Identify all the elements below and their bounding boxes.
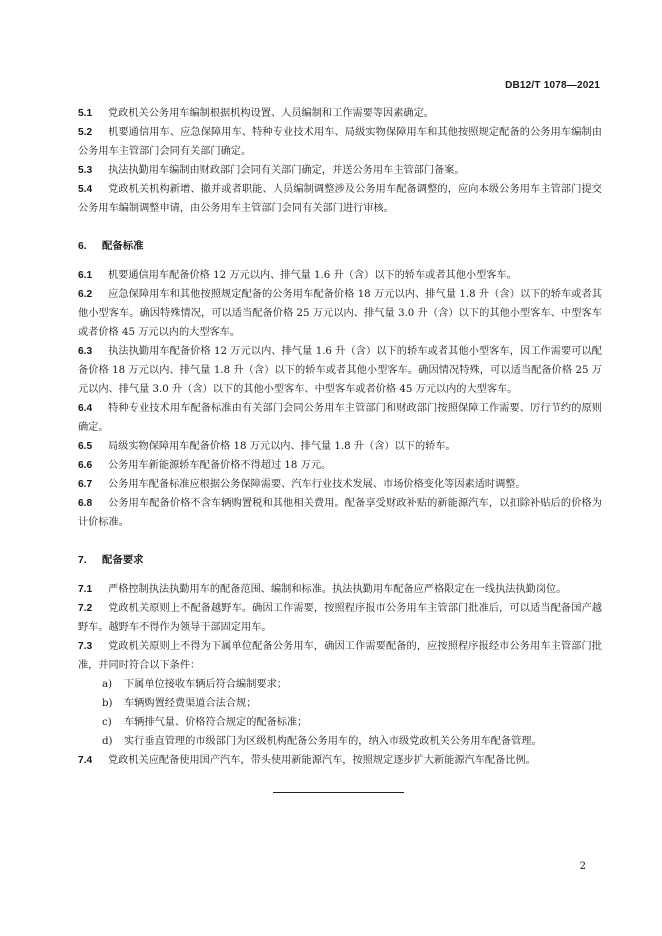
clause-number: 6.2 (78, 289, 93, 300)
clause-7-2 (78, 599, 602, 637)
clause-text: 机要通信用车、应急保障用车、特种专业技术用车、局级实物保障用车和其他按照规定配备的公务用车编制由公务用车主管部门会同有关部门确定。 (78, 127, 602, 157)
clause-number: 7.1 (78, 584, 93, 595)
clause-6-4 (78, 399, 602, 437)
clause-text: 党政机关原则上不得为下属单位配备公务用车，确因工作需要配备的，应按照程序报经市公务用车主管部门批准，并同时符合以下条件： (78, 641, 602, 671)
clause-number: 7.2 (78, 603, 93, 614)
end-of-document-rule (273, 792, 404, 793)
clause-5-1 (78, 104, 602, 123)
clause-text: 特种专业技术用车配备标准由有关部门会同公务用车主管部门和财政部门按照保障工作需要、厉行节约的原则确定。 (78, 403, 602, 433)
clause-text: 严格控制执法执勤用车的配备范围、编制和标准。执法执勤用车配备应严格限定在一线执法执勤岗位。 (108, 584, 567, 595)
clause-6-6 (78, 456, 602, 475)
condition-text: 车辆排气量、价格符合规定的配备标准； (124, 717, 308, 728)
clause-number: 6.5 (78, 441, 93, 452)
section-7 (78, 580, 602, 770)
clause-number: 5.3 (78, 165, 93, 176)
clause-number: 7.3 (78, 641, 93, 652)
section-title: 配备标准 (102, 241, 144, 252)
clause-6-2 (78, 285, 602, 342)
clause-text: 党政机关原则上不配备越野车。确因工作需要，按照程序报市公务用车主管部门批准后，可以适当配备国产越野车。越野车不得作为领导干部固定用车。 (78, 603, 602, 633)
clause-text: 机要通信用车配备价格 12 万元以内、排气量 1.6 升（含）以下的轿车或者其他小型客车。 (108, 270, 517, 281)
clause-number: 6.8 (78, 498, 93, 509)
section-title: 配备要求 (102, 555, 144, 566)
clause-number: 5.1 (78, 108, 93, 119)
clause-text: 党政机关应配备使用国产汽车，带头使用新能源汽车，按照规定逐步扩大新能源汽车配备比例。 (108, 755, 536, 766)
condition-text: 车辆购置经费渠道合法合规； (124, 698, 257, 709)
document-body (78, 104, 602, 770)
clause-6-1 (78, 266, 602, 285)
clause-6-5 (78, 437, 602, 456)
clause-5-2 (78, 123, 602, 161)
condition-text: 下属单位接收车辆后符合编制要求； (124, 679, 287, 690)
clause-number: 6.7 (78, 479, 93, 490)
condition-a (78, 675, 602, 694)
clause-5-4 (78, 180, 602, 218)
clause-number: 6.1 (78, 270, 93, 281)
condition-c (78, 713, 602, 732)
section-number: 7. (78, 555, 87, 566)
clause-6-3 (78, 342, 602, 399)
section-7-heading (78, 551, 602, 570)
clause-text: 党政机关机构新增、撤并或者职能、人员编制调整涉及公务用车配备调整的，应向本级公务用车主管部门提交公务用车编制调整申请，由公务用车主管部门会同有关部门进行审核。 (78, 184, 602, 214)
condition-label: c) (102, 717, 112, 728)
clause-text: 应急保障用车和其他按照规定配备的公务用车配备价格 18 万元以内、排气量 1.8 升（含）以下的轿车或者其他小型客车。确因特殊情况，可以适当配备价格 25 万元以内、排气量 3.0 升（含）以下的其他小型客车、中型客车或者价格 45 万元以内的大型客车。 (78, 289, 602, 338)
clause-number: 6.3 (78, 346, 93, 357)
clause-text: 党政机关公务用车编制根据机构设置、人员编制和工作需要等因素确定。 (108, 108, 434, 119)
clause-text: 公务用车配备价格不含车辆购置税和其他相关费用。配备享受财政补贴的新能源汽车，以扣除补贴后的价格为计价标准。 (78, 498, 602, 528)
standard-code: DB12/T 1078—2021 (505, 80, 600, 91)
section-5 (78, 104, 602, 218)
condition-b (78, 694, 602, 713)
section-6 (78, 266, 602, 532)
clause-7-1 (78, 580, 602, 599)
clause-number: 6.6 (78, 460, 93, 471)
condition-label: a) (102, 679, 113, 690)
clause-5-3 (78, 161, 602, 180)
clause-text: 公务用车配备标准应根据公务保障需要、汽车行业技术发展、市场价格变化等因素适时调整。 (108, 479, 526, 490)
clause-number: 6.4 (78, 403, 93, 414)
condition-label: d) (102, 736, 113, 747)
clause-6-7 (78, 475, 602, 494)
clause-text: 执法执勤用车配备价格 12 万元以内、排气量 1.6 升（含）以下的轿车或者其他小型客车，因工作需要可以配备价格 18 万元以内、排气量 1.8 升（含）以下的轿车或者其他小型客车。确因情况特殊，可以适当配备价格 25 万元以内、排气量 3.0 升（含）以下的其他小型客车、中型客车或者价格 45 万元以内的大型客车。 (78, 346, 602, 395)
clause-number: 7.4 (78, 755, 93, 766)
clause-7-3 (78, 637, 602, 675)
clause-7-4 (78, 751, 602, 770)
page-number: 2 (579, 861, 586, 872)
clause-text: 执法执勤用车编制由财政部门会同有关部门确定，并送公务用车主管部门备案。 (108, 165, 465, 176)
clause-text: 局级实物保障用车配备价格 18 万元以内、排气量 1.8 升（含）以下的轿车。 (108, 441, 456, 452)
condition-label: b) (102, 698, 113, 709)
section-6-heading (78, 237, 602, 256)
section-number: 6. (78, 241, 87, 252)
clause-number: 5.4 (78, 184, 93, 195)
condition-text: 实行垂直管理的市级部门为区级机构配备公务用车的，纳入市级党政机关公务用车配备管理。 (124, 736, 542, 747)
clause-number: 5.2 (78, 127, 93, 138)
clause-6-8 (78, 494, 602, 532)
condition-d (78, 732, 602, 751)
clause-text: 公务用车新能源轿车配备价格不得超过 18 万元。 (108, 460, 332, 471)
